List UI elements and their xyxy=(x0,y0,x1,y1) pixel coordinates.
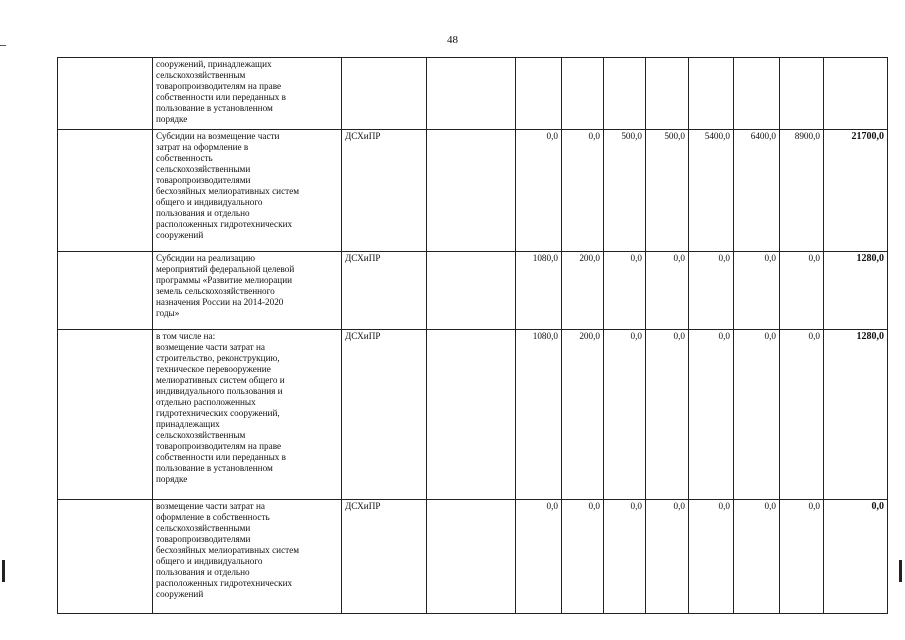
executor-cell: ДСХиПР xyxy=(342,330,427,500)
table-row xyxy=(58,252,888,330)
empty-cell xyxy=(427,130,516,252)
value-cell: 0,0 xyxy=(604,252,646,330)
value-cell: 0,0 xyxy=(646,330,689,500)
value-cell: 0,0 xyxy=(689,500,734,614)
empty-cell xyxy=(427,330,516,500)
scan-edge-mark-right xyxy=(899,560,902,582)
value-cell: 0,0 xyxy=(562,500,604,614)
value-cell: 0,0 xyxy=(734,252,780,330)
value-cell: 0,0 xyxy=(734,330,780,500)
empty-cell xyxy=(427,252,516,330)
description-cell: сооружений, принадлежащих сельскохозяйственным товаропроизводителям на праве собственности или переданных в пользование в установленном порядке xyxy=(153,58,342,130)
value-cell: 0,0 xyxy=(604,330,646,500)
value-cell: 0,0 xyxy=(734,500,780,614)
value-cell: 8900,0 xyxy=(780,130,824,252)
value-cell: 0,0 xyxy=(689,252,734,330)
description-cell: Субсидии на возмещение части затрат на оформление в собственность сельскохозяйственными товаропроизводителями бесхозяйных мелиоративных систем общего и индивидуального пользования и отдельно расположенных гидротехнических сооружений xyxy=(153,130,342,252)
value-cell: 0,0 xyxy=(689,330,734,500)
table-row xyxy=(58,330,888,500)
empty-cell xyxy=(427,58,516,130)
value-cell xyxy=(646,58,689,130)
empty-cell xyxy=(58,500,153,614)
value-cell: 0,0 xyxy=(562,130,604,252)
value-cell: 200,0 xyxy=(562,330,604,500)
value-cell: 0,0 xyxy=(780,500,824,614)
value-cell: 0,0 xyxy=(516,130,562,252)
value-cell xyxy=(689,58,734,130)
value-cell: 6400,0 xyxy=(734,130,780,252)
value-cell: 0,0 xyxy=(780,252,824,330)
scan-edge-mark-left xyxy=(2,560,5,582)
total-cell: 1280,0 xyxy=(824,330,888,500)
value-cell: 1080,0 xyxy=(516,330,562,500)
total-cell: 1280,0 xyxy=(824,252,888,330)
empty-cell xyxy=(58,330,153,500)
executor-cell: ДСХиПР xyxy=(342,500,427,614)
total-cell: 0,0 xyxy=(824,500,888,614)
value-cell: 0,0 xyxy=(516,500,562,614)
executor-cell: ДСХиПР xyxy=(342,130,427,252)
value-cell: 1080,0 xyxy=(516,252,562,330)
value-cell xyxy=(516,58,562,130)
scan-edge-mark-top xyxy=(0,45,6,46)
value-cell: 500,0 xyxy=(604,130,646,252)
table-row xyxy=(58,500,888,614)
value-cell xyxy=(562,58,604,130)
executor-cell xyxy=(342,58,427,130)
table-row xyxy=(58,130,888,252)
empty-cell xyxy=(427,500,516,614)
total-cell: 21700,0 xyxy=(824,130,888,252)
value-cell: 0,0 xyxy=(604,500,646,614)
value-cell: 0,0 xyxy=(780,330,824,500)
description-cell: Субсидии на реализацию мероприятий федеральной целевой программы «Развитие мелиорации земель сельскохозяйственного назначения России на 2014-2020 годы» xyxy=(153,252,342,330)
value-cell: 5400,0 xyxy=(689,130,734,252)
value-cell xyxy=(604,58,646,130)
value-cell xyxy=(780,58,824,130)
empty-cell xyxy=(58,252,153,330)
description-cell: в том числе на: возмещение части затрат на строительство, реконструкцию, техническое перевооружение мелиоративных систем общего и индивидуального пользования и отдельно расположенных гидротехнических сооружений, принадлежащих сельскохозяйственным товаропроизводителям на праве собственности или переданных в пользование в установленном порядке xyxy=(153,330,342,500)
value-cell xyxy=(734,58,780,130)
empty-cell xyxy=(58,130,153,252)
description-cell: возмещение части затрат на оформление в собственность сельскохозяйственными товаропроизводителями бесхозяйных мелиоративных систем общего и индивидуального пользования и отдельно расположенных гидротехнических сооружений xyxy=(153,500,342,614)
budget-table xyxy=(57,57,888,614)
value-cell: 500,0 xyxy=(646,130,689,252)
total-cell xyxy=(824,58,888,130)
value-cell: 0,0 xyxy=(646,500,689,614)
table-row xyxy=(58,58,888,130)
value-cell: 200,0 xyxy=(562,252,604,330)
executor-cell: ДСХиПР xyxy=(342,252,427,330)
value-cell: 0,0 xyxy=(646,252,689,330)
empty-cell xyxy=(58,58,153,130)
page-number: 48 xyxy=(447,34,458,46)
